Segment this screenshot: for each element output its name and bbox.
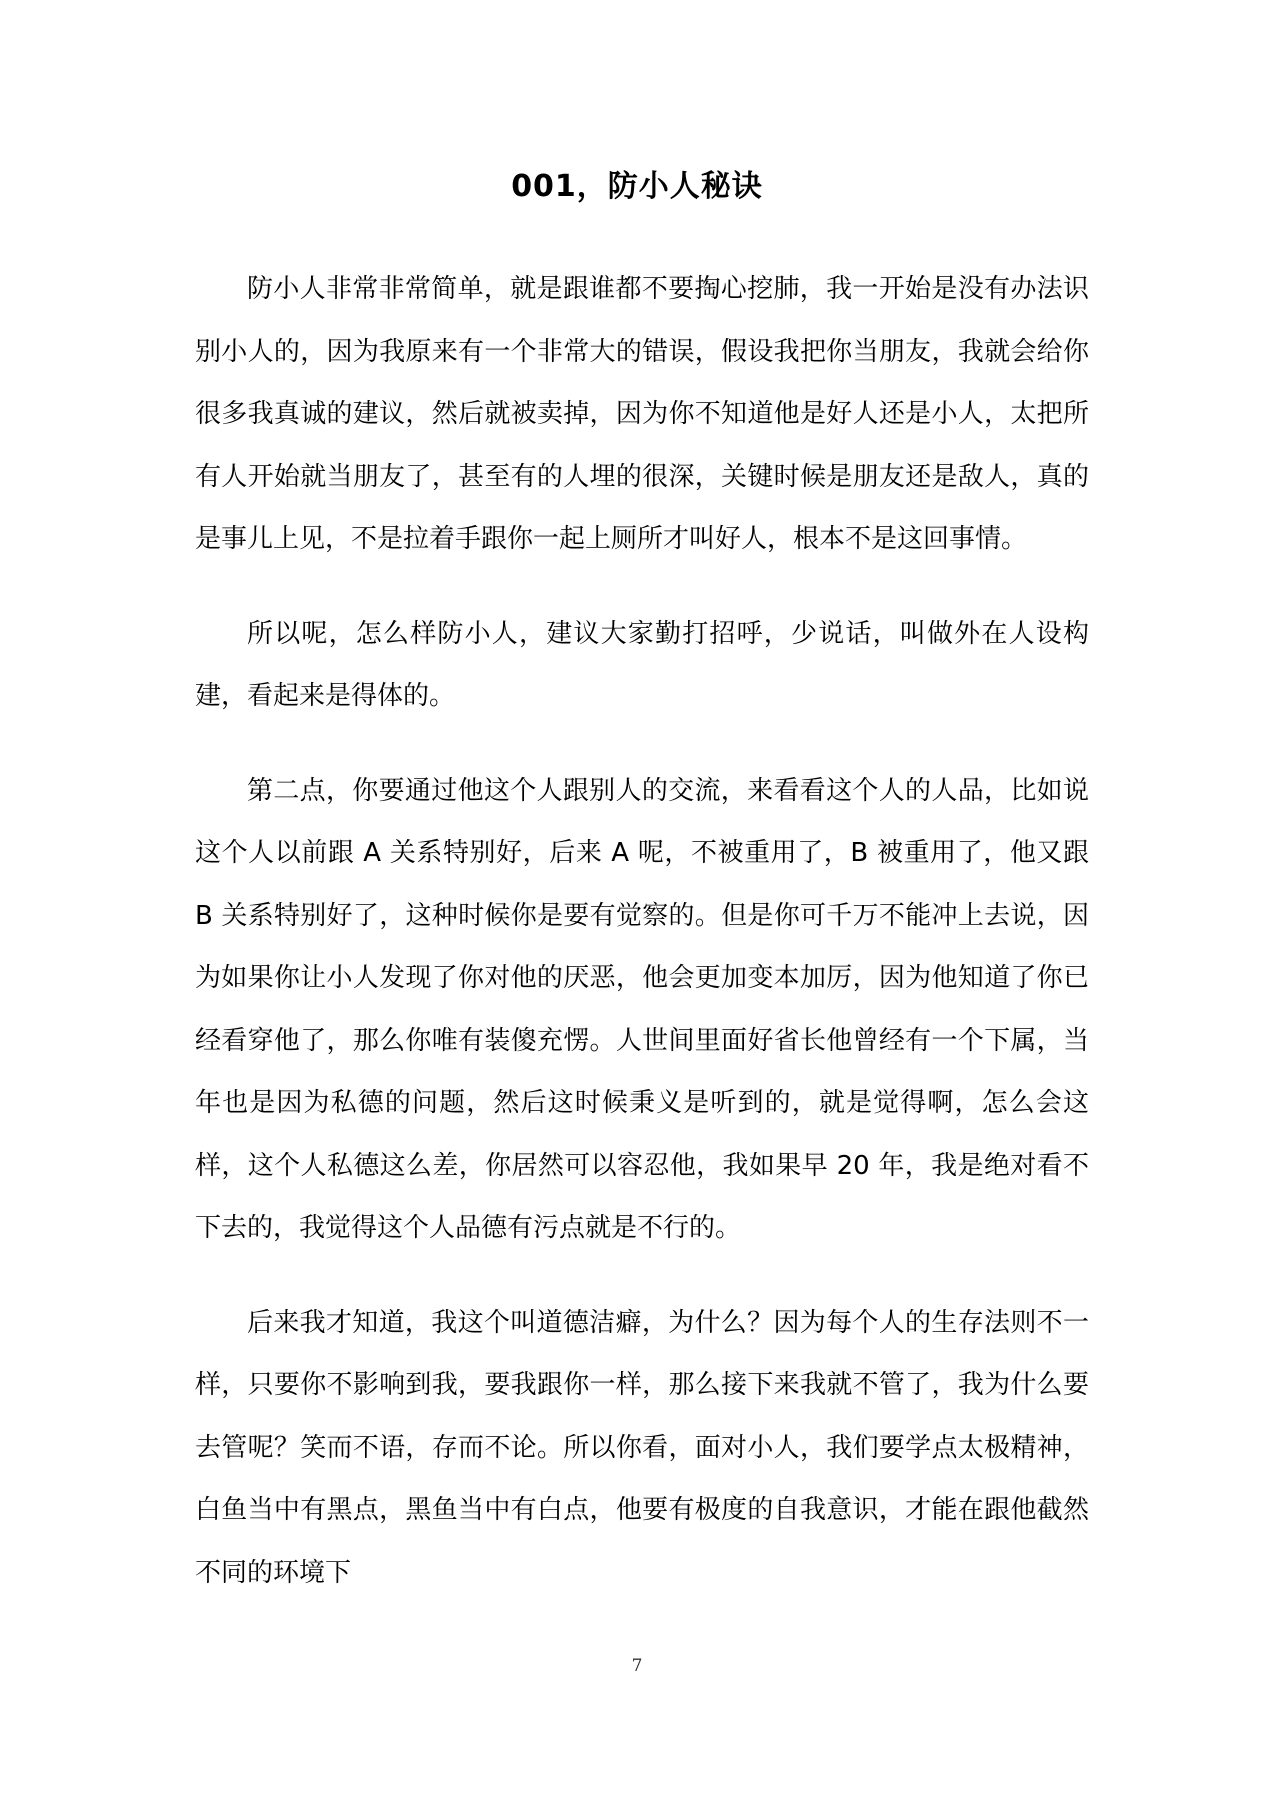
page-number: 7	[631, 1656, 643, 1676]
page-title: 001，防小人秘诀	[511, 169, 763, 204]
paragraph-4: 后来我才知道，我这个叫道德洁癖，为什么？因为每个人的生存法则不一样，只要你不影响到我，要我跟你一样，那么接下来我就不管了，我为什么要去管呢？笑而不语，存而不论。所以你看，面对小人，我们要学点太极精神，白鱼当中有黑点，黑鱼当中有白点，他要有极度的自我意识，才能在跟他截然不同的环境下	[195, 1307, 1089, 1588]
paragraph-2: 所以呢，怎么样防小人，建议大家勤打招呼，少说话，叫做外在人设构建，看起来是得体的。	[195, 618, 1089, 711]
paragraph-3: 第二点，你要通过他这个人跟别人的交流，来看看这个人的人品，比如说这个人以前跟 A 关系特别好，后来 A 呢，不被重用了，B 被重用了，他又跟 B 关系特别好了，这种时候你是要有觉察的。但是你可千万不能冲上去说，因为如果你让小人发现了你对他的厌恶，他会更加变本加厉，因为他知道了你已经看穿他了，那么你唯有装傻充愣。人世间里面好省长他曾经有一个下属，当年也是因为私德的问题，然后这时候秉义是听到的，就是觉得啊，怎么会这样，这个人私德这么差，你居然可以容忍他，我如果早 20 年，我是绝对看不下去的，我觉得这个人品德有污点就是不行的。	[195, 775, 1089, 1243]
document-body	[195, 258, 1089, 1636]
paragraph-1: 防小人非常非常简单，就是跟谁都不要掏心挖肺，我一开始是没有办法识别小人的，因为我原来有一个非常大的错误，假设我把你当朋友，我就会给你很多我真诚的建议，然后就被卖掉，因为你不知道他是好人还是小人，太把所有人开始就当朋友了，甚至有的人埋的很深，关键时候是朋友还是敌人，真的是事儿上见，不是拉着手跟你一起上厕所才叫好人，根本不是这回事情。	[195, 274, 1089, 554]
